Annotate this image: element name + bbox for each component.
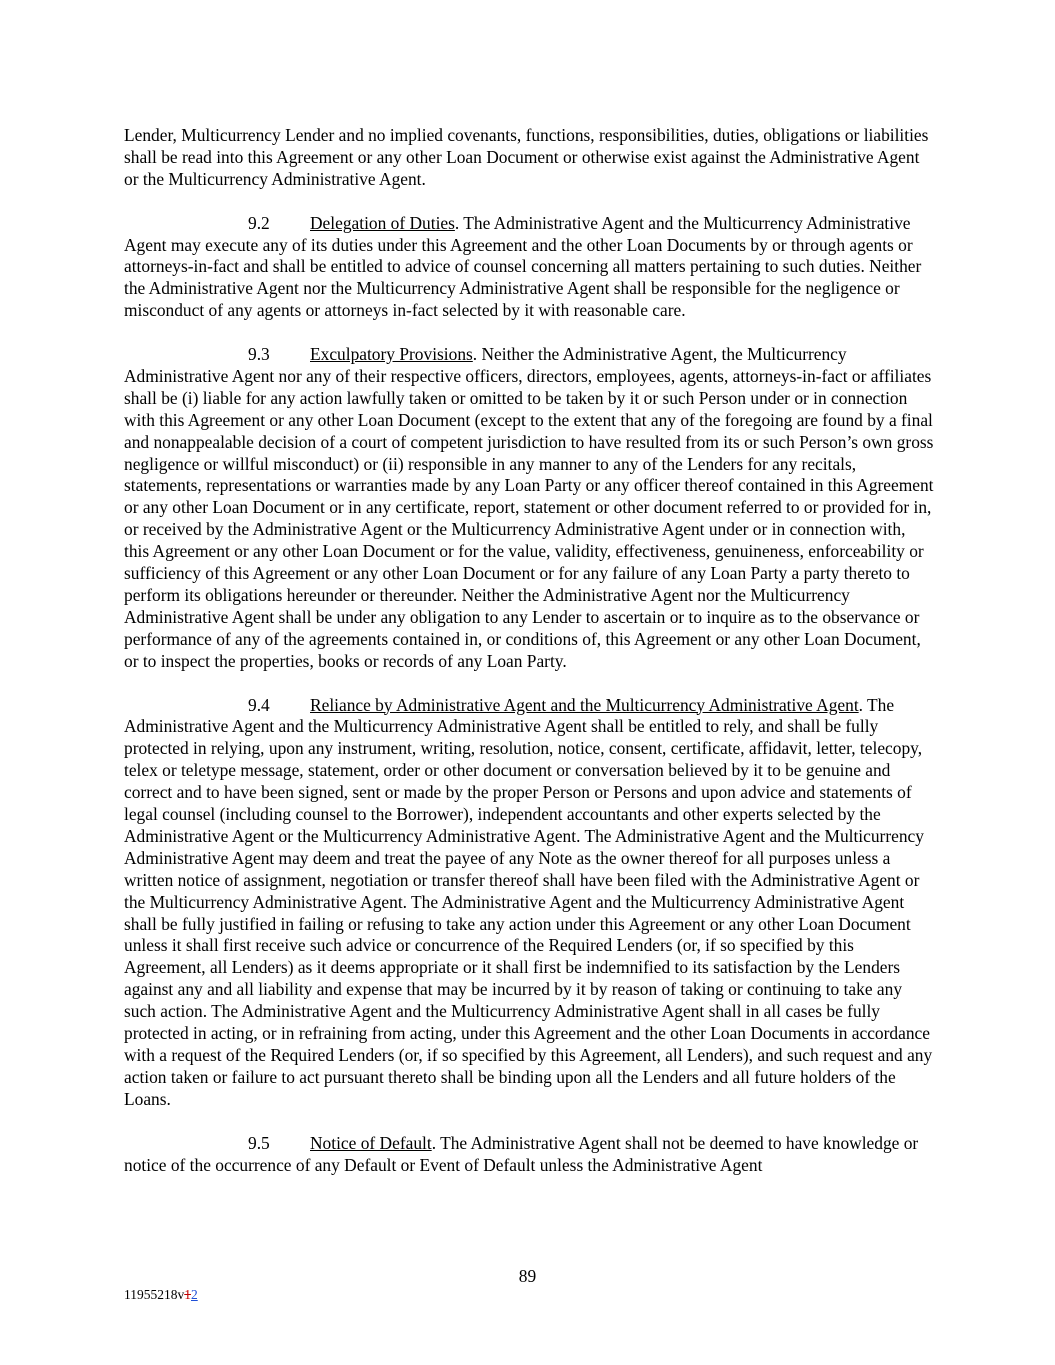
section-9-2	[124, 213, 934, 323]
section-9-3	[124, 344, 934, 673]
document-id	[124, 1287, 198, 1303]
page-body	[124, 125, 934, 1198]
section-body: . The Administrative Agent shall not be deemed to have knowledge or notice of the occurrence of any Default or Event of Default unless the Administrative Agent	[124, 1132, 919, 1175]
continuation-paragraph	[124, 125, 934, 191]
section-heading: Exculpatory Provisions	[310, 344, 473, 365]
section-heading: Notice of Default	[310, 1132, 432, 1153]
doc-id-inserted-revision: 2	[191, 1287, 198, 1302]
section-body: . The Administrative Agent and the Multicurrency Administrative Agent shall be entitled to rely, and shall be fully protected in relying, upon any instrument, writing, resolution, notice, consent, certificate, affidavit, letter, telecopy, telex or teletype message, statement, order or other document or conversation believed by it to be genuine and correct and to have been signed, sent or made by the proper Person or Persons and upon advice and statements of legal counsel (including counsel to the Borrower), independent accountants and other experts selected by the Administrative Agent or the Multicurrency Administrative Agent. The Administrative Agent and the Multicurrency Administrative Agent may deem and treat the payee of any Note as the owner thereof for all purposes unless a written notice of assignment, negotiation or transfer thereof shall have been filed with the Administrative Agent or the Multicurrency Administrative Agent. The Administrative Agent and the Multicurrency Administrative Agent shall be fully justified in failing or refusing to take any action under this Agreement or any other Loan Document unless it shall first receive such advice or concurrence of the Required Lenders (or, if so specified by this Agreement, all Lenders) as it deems appropriate or it shall first be indemnified to its satisfaction by the Lenders against any and all liability and expense that may be incurred by it by reason of taking or continuing to take any such action. The Administrative Agent and the Multicurrency Administrative Agent shall in all cases be fully protected in acting, or in refraining from acting, under this Agreement and the other Loan Documents in accordance with a request of the Required Lenders (or, if so specified by this Agreement, all Lenders), and such request and any action taken or failure to act pursuant thereto shall be binding upon all the Lenders and all future holders of the Loans.	[124, 694, 933, 1109]
section-number: 9.2	[248, 212, 270, 233]
doc-id-deleted-revision: 1	[184, 1287, 191, 1302]
section-body: . Neither the Administrative Agent, the Multicurrency Administrative Agent nor any of their respective officers, directors, employees, agents, attorneys-in-fact or affiliates shall be (i) liable for any action lawfully taken or omitted to be taken by it or such Person under or in connection with this Agreement or any other Loan Document (except to the extent that any of the foregoing are found by a final and nonappealable decision of a court of competent jurisdiction to have resulted from its or such Person’s own gross negligence or willful misconduct) or (ii) responsible in any manner to any of the Lenders for any recitals, statements, representations or warranties made by any Loan Party or any officer thereof contained in this Agreement or any other Loan Document or in any certificate, report, statement or other document referred to or provided for in, or received by the Administrative Agent or the Multicurrency Administrative Agent under or in connection with, this Agreement or any other Loan Document or for the value, validity, effectiveness, genuineness, enforceability or sufficiency of this Agreement or any other Loan Document or for any failure of any Loan Party a party thereto to perform its obligations hereunder or thereunder. Neither the Administrative Agent nor the Multicurrency Administrative Agent shall be under any obligation to any Lender to ascertain or to inquire as to the observance or performance of any of the agreements contained in, or conditions of, this Agreement or any other Loan Document, or to inspect the properties, books or records of any Loan Party.	[124, 344, 934, 671]
section-heading: Delegation of Duties	[310, 212, 455, 233]
section-number: 9.5	[248, 1132, 270, 1153]
doc-id-base: 11955218v	[124, 1287, 185, 1302]
section-number: 9.4	[248, 694, 270, 715]
continuation-text: Lender, Multicurrency Lender and no implied covenants, functions, responsibilities, duties, obligations or liabilities shall be read into this Agreement or any other Loan Document or otherwise exist against the Administrative Agent or the Multicurrency Administrative Agent.	[124, 125, 929, 189]
section-9-5	[124, 1133, 934, 1177]
page-number: 89	[518, 1266, 537, 1286]
section-heading: Reliance by Administrative Agent and the Multicurrency Administrative Agent	[310, 694, 859, 715]
section-number: 9.3	[248, 344, 270, 365]
section-body: . The Administrative Agent and the Multicurrency Administrative Agent may execute any of its duties under this Agreement and the other Loan Documents by or through agents or attorneys-in-fact and shall be entitled to advice of counsel concerning all matters pertaining to such duties. Neither the Administrative Agent nor the Multicurrency Administrative Agent shall be responsible for the negligence or misconduct of any agents or attorneys in-fact selected by it with reasonable care.	[124, 212, 922, 321]
section-9-4	[124, 695, 934, 1111]
